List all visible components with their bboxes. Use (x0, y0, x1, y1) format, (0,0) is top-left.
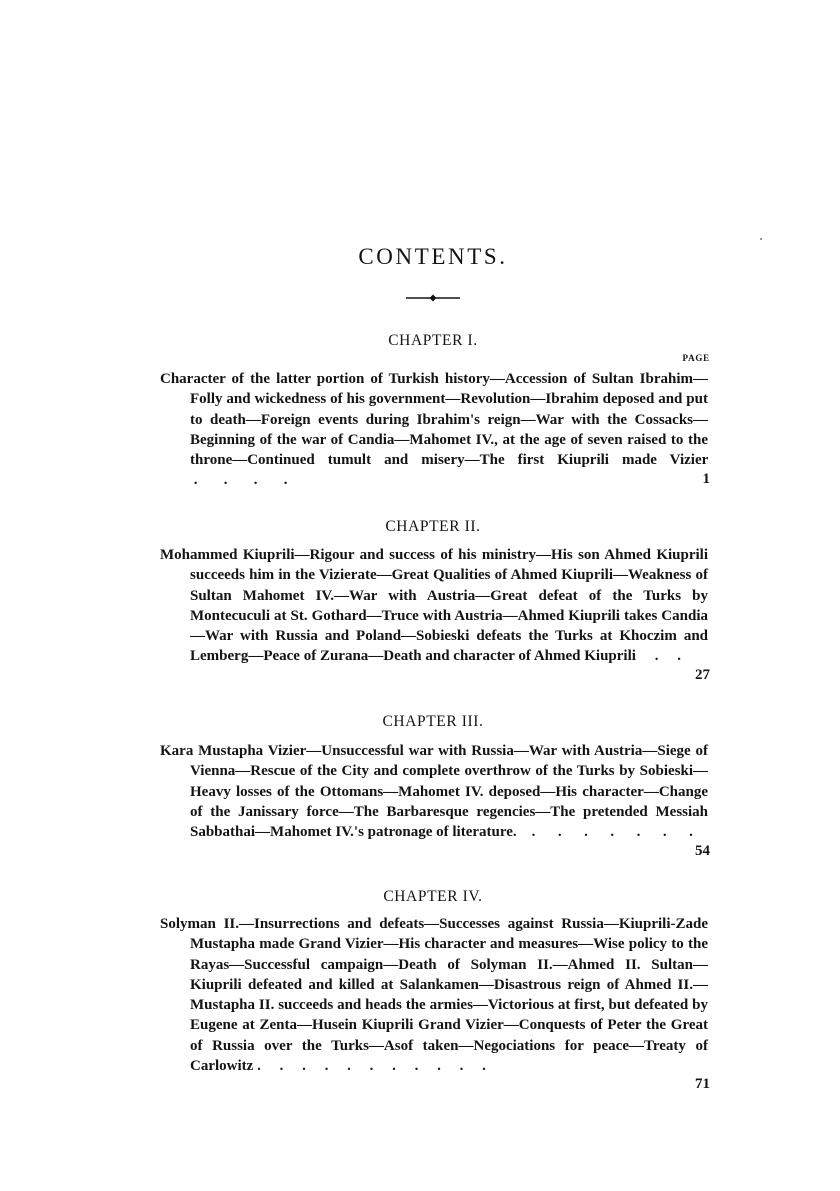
chapter-summary (160, 741, 708, 842)
chapter-summary (160, 369, 708, 491)
chapter-page-number: 71 (695, 1076, 710, 1092)
dot-leader: . . . . (190, 472, 288, 489)
chapter-summary-text: Character of the latter portion of Turkish history—Accession of Sultan Ibrahim—Folly and wickedness of his government—Revolution—Ibrahim deposed and put to death—Foreign events during Ibrahim's reign—War with the Cossacks—Beginning of the war of Candia—Mahomet IV., at the age of seven raised to the throne—Continued tumult and misery—The first Kiuprili made Vizier (160, 371, 708, 469)
chapter-summary-text: Kara Mustapha Vizier—Unsuccessful war with Russia—War with Austria—Siege of Vienna—Rescue of the City and complete overthrow of the Turks by Sobieski—Heavy losses of the Ottomans—Mahomet IV. deposed—His character—Change of the Janissary force—The Barbaresque regencies—The pretended Messiah Sabbathai—Mahomet IV.'s patronage of literature. (160, 743, 708, 841)
chapter-summary (160, 914, 708, 1076)
page-column-label: PAGE (682, 353, 710, 363)
chapter-heading: CHAPTER IV. (383, 888, 483, 905)
chapter-page-number: 1 (702, 471, 710, 487)
chapter-page-number: 27 (695, 667, 710, 683)
ornament-divider (406, 294, 460, 302)
chapter-heading: CHAPTER II. (385, 518, 481, 535)
page-title: CONTENTS. (358, 244, 508, 269)
chapter-page-number: 54 (695, 843, 710, 859)
chapter-summary (160, 545, 708, 667)
dot-leader: . . . . . . . . . . . (253, 1058, 486, 1075)
dot-leader: . . (635, 648, 681, 665)
margin-speck (760, 238, 762, 240)
chapter-heading: CHAPTER I. (388, 332, 478, 349)
chapter-summary-text: Mohammed Kiuprili—Rigour and success of his ministry—His son Ahmed Kiuprili succeeds him in the Vizierate—Great Qualities of Ahmed Kiuprili—Weakness of Sultan Mahomet IV.—War with Austria—Great defeat of the Turks by Montecuculi at St. Gothard—Truce with Austria—Ahmed Kiuprili takes Candia—War with Russia and Poland—Sobieski defeats the Turks at Khoczim and Lemberg—Peace of Zurana—Death and character of Ahmed Kiuprili (160, 547, 708, 665)
dot-leader: . . . . . . . (516, 824, 693, 841)
chapter-heading: CHAPTER III. (382, 713, 484, 730)
chapter-summary-text: Solyman II.—Insurrections and defeats—Successes against Russia—Kiuprili-Zade Mustapha made Grand Vizier—His character and measures—Wise policy to the Rayas—Successful campaign—Death of Solyman II.—Ahmed II. Sultan—Kiuprili defeated and killed at Salankamen—Disastrous reign of Ahmed II.—Mustapha II. succeeds and heads the armies—Victorious at first, but defeated by Eugene at Zenta—Husein Kiuprili Grand Vizier—Conquests of Peter the Great of Russia over the Turks—Asof taken—Negociations for peace—Treaty of Carlowitz (160, 916, 708, 1075)
